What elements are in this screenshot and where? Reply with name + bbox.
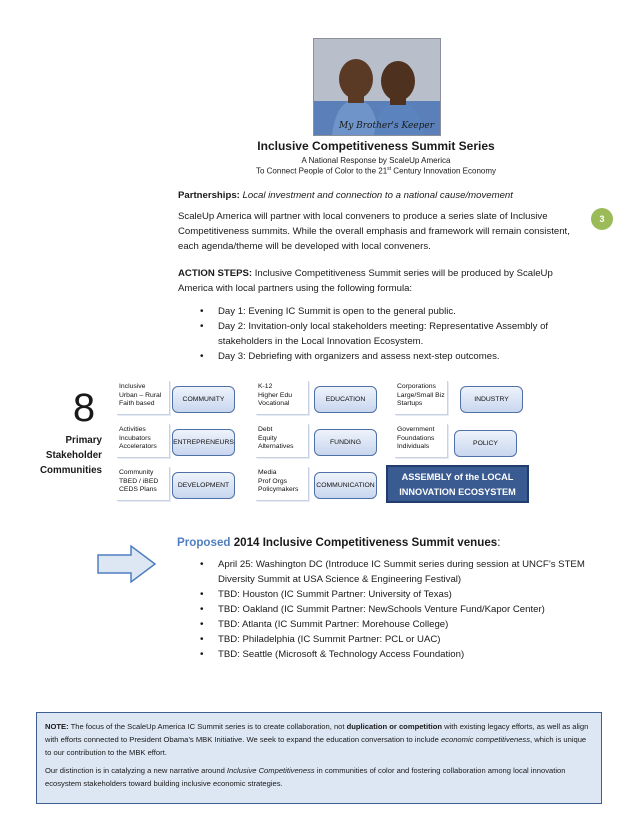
category-box-industry: INDUSTRY <box>460 386 523 413</box>
note-paragraph-2: Our distinction is in catalyzing a new narrative around Inclusive Competitiveness in communities of color and fostering collaboration among local innovation ecosystem stakeholders toward building inclusive economic strategies. <box>45 766 566 788</box>
stakeholder-sublist: Community TBED / iBED CEDS Plans <box>119 469 159 494</box>
category-box-entrepreneurs: ENTREPRENEURS <box>172 429 235 456</box>
assembly-box: ASSEMBLY of the LOCAL INNOVATION ECOSYSTEM <box>386 465 529 503</box>
list-item: • Day 2: Invitation-only local stakeholders meeting: Representative Assembly of stakeholders in the Local Innovation Ecosystem. <box>194 319 584 349</box>
photo-caption: My Brother's Keeper <box>338 121 434 131</box>
stakeholder-count: 8 <box>72 386 96 430</box>
action-steps-paragraph: ACTION STEPS: Inclusive Competitiveness Summit series will be produced by ScaleUp America with local partners using the following formula: <box>178 268 553 294</box>
subtitle-line-1: A National Response by ScaleUp America <box>301 156 451 165</box>
category-box-funding: FUNDING <box>314 429 377 456</box>
partnerships-tagline: Local investment and connection to a national cause/movement <box>242 190 513 201</box>
category-box-education: EDUCATION <box>314 386 377 413</box>
list-item: • TBD: Atlanta (IC Summit Partner: Morehouse College) <box>194 617 604 632</box>
note-paragraph-1: NOTE: The focus of the ScaleUp America IC Summit series is to create collaboration, not duplication or competition with existing legacy efforts, as well as align with efforts connected to President Obama’s MBK Initiative. We seek to expand the education conversation to include economic competitiveness, which is unique to our contribution to the MBK effort. <box>45 722 589 757</box>
list-item: • TBD: Philadelphia (IC Summit Partner: PCL or UAC) <box>194 632 604 647</box>
venues-heading: Proposed 2014 Inclusive Competitiveness Summit venues: <box>177 536 501 549</box>
subtitle-line-2: To Connect People of Color to the 21st Century Innovation Economy <box>255 166 497 176</box>
partnerships-label: Partnerships: <box>178 190 240 201</box>
stakeholder-sublist: Media Prof Orgs Policymakers <box>258 469 299 494</box>
partnerships-paragraph: ScaleUp America will partner with local conveners to produce a series slate of Inclusive Competitiveness summits. While the overall emphasis and framework will remain consistent, each agenda/theme will be developed with local conveners. <box>178 211 570 252</box>
page-title: Inclusive Competitiveness Summit Series <box>257 139 495 153</box>
category-box-community: COMMUNITY <box>172 386 235 413</box>
stakeholder-sublist: Inclusive Urban – Rural Faith based <box>119 383 162 408</box>
category-box-policy: POLICY <box>454 430 517 457</box>
venues-accent-word: Proposed <box>177 536 231 549</box>
venues-list <box>194 557 604 662</box>
note-box <box>36 712 602 804</box>
partnerships-heading <box>178 188 578 203</box>
boys-photo-image <box>313 38 441 136</box>
right-arrow-icon <box>97 545 157 583</box>
action-steps-list <box>194 304 584 364</box>
stakeholder-sublist: Debt Equity Alternatives <box>258 426 294 451</box>
stakeholder-sublist: K-12 Higher Edu Vocational <box>258 383 293 408</box>
list-item: • TBD: Houston (IC Summit Partner: University of Texas) <box>194 587 604 602</box>
list-item: • Day 3: Debriefing with organizers and assess next-step outcomes. <box>194 349 584 364</box>
list-item: • TBD: Seattle (Microsoft & Technology Access Foundation) <box>194 647 604 662</box>
stakeholder-sublist: Government Foundations Individuals <box>397 426 435 451</box>
list-item: • TBD: Oakland (IC Summit Partner: NewSchools Venture Fund/Kapor Center) <box>194 602 604 617</box>
stakeholder-sublist: Activities Incubators Accelerators <box>119 426 157 451</box>
list-item: • April 25: Washington DC (Introduce IC Summit series during session at UNCF’s STEM Diversity Summit at USA Science & Engineering Festival) <box>194 557 604 587</box>
list-item: • Day 1: Evening IC Summit is open to the general public. <box>194 304 584 319</box>
category-box-development: DEVELOPMENT <box>172 472 235 499</box>
stakeholder-sublist: Corporations Large/Small Biz Startups <box>397 383 445 408</box>
page-number-badge: 3 <box>591 208 613 230</box>
action-steps-label: ACTION STEPS: <box>178 268 253 279</box>
stakeholder-label: Primary Stakeholder Communities <box>39 435 102 476</box>
category-box-communication: COMMUNICATION <box>314 472 377 499</box>
